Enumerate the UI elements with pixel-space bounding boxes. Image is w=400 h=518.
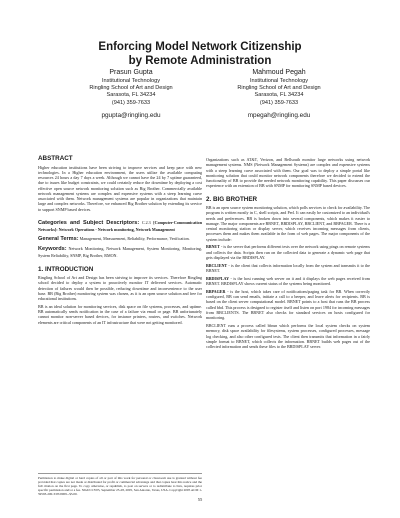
bbdisplay-term: BBDISPLAY	[206, 275, 230, 281]
introduction-paragraph-1: Ringling School of Art and Design has been striving to improve its services. Therefore Ringling school decided to deploy a system to proactively monitor IT delivered services. Automatic detection of failures would then be possible, reducing downtime and inconvenience to the user base. BB (Big Brother) monitoring system was chosen, as it is an open source solution and free for educational institutions.	[38, 275, 202, 302]
categories-code: C.2.3	[141, 219, 151, 225]
keywords-block	[38, 245, 202, 258]
title-line-1: Enforcing Model Network Citizenship	[98, 41, 302, 53]
author-org: Ringling School of Art and Design	[89, 85, 173, 91]
bbdisplay-text: - is the host running web server on it and it displays the web pages received from BBNET. BBDISPLAY shows current status of the systems being monitored.	[206, 275, 370, 287]
categories-text: [Computer-Communication Networks]: Network Operations - Network monitoring, Network Management	[38, 219, 202, 232]
author-address: Sarasota, FL 34234	[106, 92, 156, 99]
nms-paragraph: Organizations such as AT&T, Verizon, and Bellsouth monitor large networks using network management systems. NMS (Network Management Systems) are complex and expensive systems with a steep learning curve associated with them. Our goal was to deploy a simple portal like monitoring solution that could monitor network components therefore we decided to extend the functionality of BB to provide the needed network monitoring capability. This paper discusses our experience with an extension of BB with SNMP for monitoring SNMP based devices.	[206, 157, 370, 189]
general-terms-heading: General Terms:	[38, 235, 79, 242]
bbnet-text: - is the server that performs different tests over the network using pings on remote systems and collects the data. Scripts then run on the collected data to generate a dynamic web page that gets displayed via the BBDISPLAY.	[206, 244, 370, 260]
left-column	[38, 155, 202, 328]
paper-title	[0, 41, 400, 68]
bbdisplay-definition	[206, 276, 370, 287]
author-phone: (941) 359-7633	[259, 99, 299, 106]
introduction-heading: 1. INTRODUCTION	[38, 265, 94, 273]
author-email[interactable]: mpegah@ringling.edu	[247, 112, 311, 120]
bbpager-definition	[206, 289, 370, 321]
author-phone: (941) 359-7633	[111, 99, 151, 106]
bbnet-term: BBNET	[206, 244, 220, 250]
general-terms-text: Management, Measurement, Reliability, Performance, Verification.	[79, 235, 190, 241]
author-name: Prasun Gupta	[109, 69, 153, 76]
bbclient-paragraph: BBCLIENT runs a process called bbrun which performs the local system checks on system memory, disk space availability for filesystems, system processes, configured processes, message log checking, and also other configured tests. The client then transmits that information in a fairly simple format to BBNET, which collects the information. BBNET builds web pages out of the collected information and sends these files to the BBDISPLAY server.	[206, 323, 370, 350]
author-email[interactable]: pgupta@ringling.edu	[101, 112, 161, 120]
title-line-2: by Remote Administration	[128, 54, 272, 67]
author-org: Ringling School of Art and Design	[237, 85, 321, 91]
right-column	[206, 157, 370, 352]
bbpager-text: - is the host, which takes care of notifications/paging task for BB. When correctly configured, BB can send emails, initiate a call to a beeper, and leave alerts for recipients. BB is based on the client server computational model. BBNET points to a host that runs the BB process called bbd. This process is designed to register itself and listen on port 1984 for incoming messages from BBCLIENTS. The BBNET also checks for standard services on hosts configured for monitoring.	[206, 288, 370, 321]
general-terms-block	[38, 235, 202, 243]
abstract-heading: ABSTRACT	[38, 155, 73, 162]
bbnet-definition	[206, 244, 370, 260]
bbpager-term: BBPAGER	[206, 288, 226, 294]
bbclient-term: BBCLIENT	[206, 262, 228, 268]
bbclient-definition	[206, 263, 370, 274]
author-name: Mahmoud Pegah	[252, 69, 306, 76]
big-brother-paragraph: BB is an open source system monitoring solution, which polls services to check for availability. The program is written mostly in C, shell scripts, and Perl. It can easily be customized to an individual's needs and preferences. BB is broken down into several components, which makes it easier to manage. The major components are BBNET, BBDISPLAY, BBCLIENT, and BBPAGER. There is a central monitoring station or display server, which receives incoming messages from clients, processes them and makes them available in the form of web pages. The major components of the system include:	[206, 205, 370, 242]
introduction-paragraph-2: BB is an ideal solution for monitoring services, disk space on file systems, processes, and uptime. BB automatically sends notification in the case of a failure via email or page. BB unfortunately cannot monitor non-server based devices, for instance printers, routers, and switches. Network elements are critical components of an IT infrastructure that were not getting monitored.	[38, 303, 202, 325]
copyright-notice: Permission to make digital or hard copies of all or part of this work for personal or classroom use is granted without fee provided that copies are not made or distributed for profit or commercial advantage and that copies bear this notice and the full citation on the first page. To copy otherwise, or republish, to post on servers or to redistribute to lists, requires prior specific permission and/or a fee. SIGUCCS'05, September 25-28, 2005, San Antonio, Texas, USA. Copyright 2005 ACM 1-59593-200-3/05/0009...$5.00.	[38, 473, 202, 496]
keywords-text: Network Monitoring, Network Management, System Monitoring, Monitoring, System Reliability, SNMP, Big Brother, RMON.	[38, 246, 202, 259]
abstract-text: Higher education institutions have been striving to improve services and keep pace with new technologies. In a Higher education environment, the users utilize the available computing resources 24 hours a day 7 days a week. Although we cannot have the 24 by 7 uptime guaranteed, due to issues like budget constraints, we could certainly reduce the downtime by deploying a cost effective open source network monitoring solution such as Big Brother. Commercially available network management systems are complex and expensive systems with a steep learning curve associated with them. Network management systems are popular in organizations that maintain large and complex networks. Therefore, we enhanced Big Brother solution by extending its service to support SNMP based devices.	[38, 164, 202, 212]
author-block-2	[204, 69, 354, 120]
categories-heading: Categories and Subject Descriptors:	[38, 219, 140, 226]
keywords-heading: Keywords:	[38, 246, 67, 253]
page-number: 55	[197, 497, 203, 502]
author-affiliation: Institutional Technology	[249, 77, 309, 84]
bbclient-text: - is the client that collects information locally from the system and transmits it to the BBNET.	[206, 262, 370, 274]
categories-block	[38, 219, 202, 232]
author-address: Sarasota, FL 34234	[254, 92, 304, 99]
author-affiliation: Institutional Technology	[101, 77, 161, 84]
big-brother-heading: 2. BIG BROTHER	[206, 195, 258, 203]
author-block-1	[56, 69, 206, 120]
